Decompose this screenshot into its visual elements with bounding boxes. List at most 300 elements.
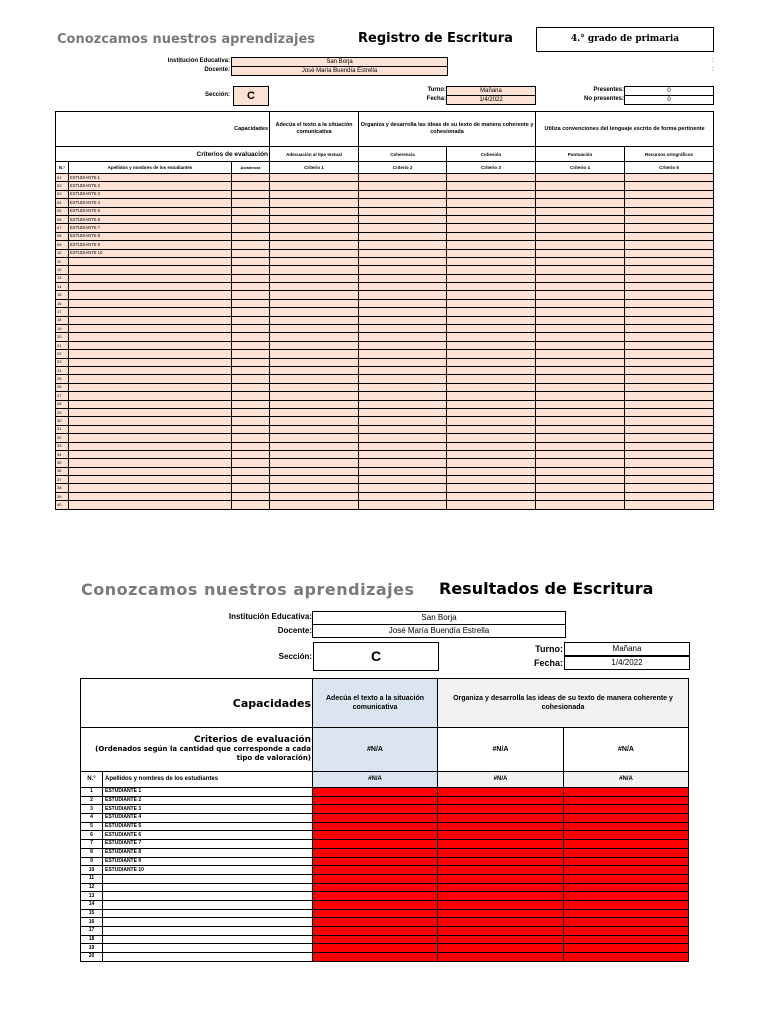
grade-cell[interactable] — [270, 257, 359, 265]
grade-cell[interactable] — [232, 400, 270, 408]
grade-cell[interactable] — [625, 442, 714, 450]
grade-cell[interactable] — [536, 425, 625, 433]
grade-cell[interactable] — [359, 232, 447, 240]
grade-cell[interactable] — [232, 257, 270, 265]
student-name[interactable] — [69, 459, 232, 467]
grade-cell[interactable] — [625, 257, 714, 265]
grade-cell[interactable] — [270, 190, 359, 198]
grade-cell[interactable] — [625, 266, 714, 274]
grade-cell[interactable] — [447, 375, 536, 383]
student-name[interactable] — [69, 492, 232, 500]
grade-cell[interactable] — [536, 400, 625, 408]
student-name[interactable]: ESTUDIANTE 8 — [69, 232, 232, 240]
grade-cell[interactable] — [447, 467, 536, 475]
grade-cell[interactable] — [625, 476, 714, 484]
student-name[interactable] — [69, 257, 232, 265]
grade-cell[interactable] — [625, 492, 714, 500]
grade-cell[interactable] — [625, 207, 714, 215]
grade-cell[interactable] — [536, 375, 625, 383]
grade-cell[interactable] — [232, 249, 270, 257]
grade-cell[interactable] — [447, 232, 536, 240]
grade-cell[interactable] — [359, 325, 447, 333]
grade-cell[interactable] — [232, 417, 270, 425]
student-name[interactable] — [69, 425, 232, 433]
grade-cell[interactable] — [270, 249, 359, 257]
student-name[interactable] — [103, 935, 313, 944]
grade-cell[interactable] — [625, 199, 714, 207]
grade-cell[interactable] — [536, 333, 625, 341]
grade-cell[interactable] — [232, 299, 270, 307]
grade-cell[interactable] — [270, 325, 359, 333]
grade-cell[interactable] — [625, 190, 714, 198]
grade-cell[interactable] — [447, 308, 536, 316]
student-name[interactable] — [103, 944, 313, 953]
grade-cell[interactable] — [625, 400, 714, 408]
student-name[interactable]: ESTUDIANTE 8 — [103, 848, 313, 857]
grade-cell[interactable] — [536, 501, 625, 509]
grade-cell[interactable] — [270, 274, 359, 282]
grade-cell[interactable] — [536, 450, 625, 458]
grade-cell[interactable] — [536, 199, 625, 207]
grade-cell[interactable] — [625, 215, 714, 223]
grade-cell[interactable] — [359, 425, 447, 433]
grade-cell[interactable] — [359, 207, 447, 215]
grade-cell[interactable] — [625, 417, 714, 425]
grade-cell[interactable] — [625, 341, 714, 349]
grade-cell[interactable] — [270, 224, 359, 232]
student-name[interactable] — [69, 375, 232, 383]
grade-cell[interactable] — [625, 425, 714, 433]
grade-cell[interactable] — [359, 467, 447, 475]
student-name[interactable]: ESTUDIANTE 5 — [69, 207, 232, 215]
grade-cell[interactable] — [232, 174, 270, 182]
grade-cell[interactable] — [270, 266, 359, 274]
grade-cell[interactable] — [359, 434, 447, 442]
grade-cell[interactable] — [625, 467, 714, 475]
grade-cell[interactable] — [536, 476, 625, 484]
student-name[interactable]: ESTUDIANTE 6 — [103, 831, 313, 840]
grade-cell[interactable] — [270, 182, 359, 190]
student-name[interactable]: ESTUDIANTE 4 — [103, 814, 313, 823]
student-name[interactable]: ESTUDIANTE 5 — [103, 822, 313, 831]
grade-cell[interactable] — [447, 434, 536, 442]
grade-cell[interactable] — [536, 224, 625, 232]
student-name[interactable] — [69, 408, 232, 416]
grade-cell[interactable] — [536, 274, 625, 282]
grade-cell[interactable] — [625, 408, 714, 416]
grade-cell[interactable] — [447, 383, 536, 391]
grade-cell[interactable] — [359, 501, 447, 509]
grade-cell[interactable] — [536, 492, 625, 500]
grade-cell[interactable] — [536, 190, 625, 198]
grade-cell[interactable] — [447, 325, 536, 333]
student-name[interactable] — [69, 316, 232, 324]
grade-cell[interactable] — [625, 383, 714, 391]
fecha-field[interactable]: 1/4/2022 — [564, 656, 690, 670]
grade-cell[interactable] — [536, 316, 625, 324]
grade-cell[interactable] — [270, 366, 359, 374]
student-name[interactable]: ESTUDIANTE 1 — [103, 788, 313, 797]
grade-cell[interactable] — [447, 291, 536, 299]
grade-cell[interactable] — [536, 308, 625, 316]
grade-cell[interactable] — [536, 241, 625, 249]
grade-cell[interactable] — [625, 291, 714, 299]
student-name[interactable] — [103, 927, 313, 936]
grade-cell[interactable] — [447, 400, 536, 408]
grade-cell[interactable] — [270, 283, 359, 291]
grade-cell[interactable] — [625, 283, 714, 291]
grade-cell[interactable] — [359, 358, 447, 366]
grade-cell[interactable] — [625, 325, 714, 333]
grade-cell[interactable] — [447, 341, 536, 349]
grade-cell[interactable] — [447, 350, 536, 358]
student-name[interactable] — [69, 308, 232, 316]
grade-cell[interactable] — [359, 350, 447, 358]
student-name[interactable] — [69, 325, 232, 333]
student-name[interactable]: ESTUDIANTE 7 — [69, 224, 232, 232]
grade-cell[interactable] — [270, 207, 359, 215]
grade-cell[interactable] — [625, 501, 714, 509]
student-name[interactable]: ESTUDIANTE 9 — [69, 241, 232, 249]
grade-cell[interactable] — [625, 366, 714, 374]
grade-cell[interactable] — [359, 375, 447, 383]
grade-cell[interactable] — [359, 383, 447, 391]
grade-cell[interactable] — [359, 266, 447, 274]
student-name[interactable]: ESTUDIANTE 3 — [69, 190, 232, 198]
grade-cell[interactable] — [447, 425, 536, 433]
grade-cell[interactable] — [625, 249, 714, 257]
grade-cell[interactable] — [536, 174, 625, 182]
grade-cell[interactable] — [270, 215, 359, 223]
grade-cell[interactable] — [447, 190, 536, 198]
student-name[interactable]: ESTUDIANTE 10 — [69, 249, 232, 257]
student-name[interactable] — [69, 434, 232, 442]
grade-cell[interactable] — [447, 501, 536, 509]
student-name[interactable]: ESTUDIANTE 1 — [69, 174, 232, 182]
student-name[interactable] — [69, 358, 232, 366]
grade-cell[interactable] — [536, 366, 625, 374]
student-name[interactable] — [69, 442, 232, 450]
student-name[interactable] — [69, 283, 232, 291]
student-name[interactable] — [69, 484, 232, 492]
grade-cell[interactable] — [447, 316, 536, 324]
grade-cell[interactable] — [447, 366, 536, 374]
grade-cell[interactable] — [232, 224, 270, 232]
grade-cell[interactable] — [232, 434, 270, 442]
grade-cell[interactable] — [232, 190, 270, 198]
grade-cell[interactable] — [359, 257, 447, 265]
student-name[interactable] — [103, 918, 313, 927]
student-name[interactable] — [103, 909, 313, 918]
grade-cell[interactable] — [359, 182, 447, 190]
grade-cell[interactable] — [447, 442, 536, 450]
grade-cell[interactable] — [359, 199, 447, 207]
grade-cell[interactable] — [270, 467, 359, 475]
grade-cell[interactable] — [447, 450, 536, 458]
grade-cell[interactable] — [447, 274, 536, 282]
student-name[interactable] — [69, 400, 232, 408]
grade-cell[interactable] — [270, 375, 359, 383]
grade-cell[interactable] — [359, 341, 447, 349]
grade-cell[interactable] — [232, 241, 270, 249]
grade-cell[interactable] — [232, 341, 270, 349]
institucion-field[interactable]: San Borja — [312, 611, 566, 625]
grade-cell[interactable] — [232, 232, 270, 240]
student-name[interactable] — [69, 299, 232, 307]
grade-cell[interactable] — [447, 392, 536, 400]
grade-cell[interactable] — [359, 224, 447, 232]
grade-cell[interactable] — [232, 501, 270, 509]
grade-cell[interactable] — [536, 182, 625, 190]
grade-cell[interactable] — [536, 249, 625, 257]
student-name[interactable] — [69, 476, 232, 484]
grade-cell[interactable] — [359, 190, 447, 198]
grade-cell[interactable] — [625, 350, 714, 358]
grade-cell[interactable] — [232, 215, 270, 223]
grade-cell[interactable] — [447, 484, 536, 492]
grade-cell[interactable] — [625, 299, 714, 307]
grade-cell[interactable] — [359, 366, 447, 374]
grade-cell[interactable] — [536, 341, 625, 349]
grade-cell[interactable] — [536, 392, 625, 400]
grade-cell[interactable] — [447, 492, 536, 500]
fecha-field[interactable]: 1/4/2022 — [446, 95, 536, 105]
student-name[interactable]: ESTUDIANTE 3 — [103, 805, 313, 814]
grade-cell[interactable] — [447, 333, 536, 341]
student-name[interactable] — [103, 892, 313, 901]
grade-cell[interactable] — [536, 299, 625, 307]
grade-cell[interactable] — [536, 358, 625, 366]
student-name[interactable] — [103, 900, 313, 909]
grade-cell[interactable] — [270, 450, 359, 458]
grade-cell[interactable] — [232, 476, 270, 484]
grade-cell[interactable] — [447, 207, 536, 215]
grade-cell[interactable] — [447, 266, 536, 274]
student-name[interactable]: ESTUDIANTE 10 — [103, 866, 313, 875]
grade-cell[interactable] — [447, 417, 536, 425]
grade-cell[interactable] — [270, 299, 359, 307]
grade-cell[interactable] — [625, 274, 714, 282]
grade-cell[interactable] — [536, 467, 625, 475]
grade-cell[interactable] — [270, 408, 359, 416]
grade-cell[interactable] — [232, 392, 270, 400]
grade-cell[interactable] — [625, 358, 714, 366]
grade-cell[interactable] — [270, 174, 359, 182]
grade-cell[interactable] — [270, 476, 359, 484]
grade-cell[interactable] — [536, 408, 625, 416]
grade-cell[interactable] — [625, 182, 714, 190]
grade-cell[interactable] — [359, 459, 447, 467]
grade-cell[interactable] — [232, 459, 270, 467]
grade-cell[interactable] — [232, 207, 270, 215]
grade-cell[interactable] — [232, 425, 270, 433]
grade-cell[interactable] — [447, 257, 536, 265]
grade-cell[interactable] — [447, 241, 536, 249]
grade-cell[interactable] — [625, 434, 714, 442]
grade-cell[interactable] — [359, 174, 447, 182]
grade-cell[interactable] — [625, 174, 714, 182]
grade-cell[interactable] — [359, 392, 447, 400]
grade-cell[interactable] — [625, 375, 714, 383]
student-name[interactable] — [69, 417, 232, 425]
student-name[interactable] — [69, 291, 232, 299]
grade-cell[interactable] — [359, 450, 447, 458]
grade-cell[interactable] — [536, 484, 625, 492]
grade-cell[interactable] — [536, 266, 625, 274]
grade-cell[interactable] — [447, 358, 536, 366]
grade-cell[interactable] — [270, 358, 359, 366]
docente-field[interactable]: José María Buendía Estrella — [312, 624, 566, 638]
grade-cell[interactable] — [447, 249, 536, 257]
grade-cell[interactable] — [232, 274, 270, 282]
student-name[interactable]: ESTUDIANTE 2 — [103, 796, 313, 805]
grade-cell[interactable] — [625, 392, 714, 400]
seccion-field[interactable]: C — [313, 642, 439, 671]
grade-cell[interactable] — [359, 333, 447, 341]
grade-cell[interactable] — [232, 366, 270, 374]
student-name[interactable] — [69, 274, 232, 282]
grade-cell[interactable] — [536, 459, 625, 467]
grade-cell[interactable] — [270, 442, 359, 450]
grade-cell[interactable] — [359, 417, 447, 425]
grade-cell[interactable] — [232, 266, 270, 274]
student-name[interactable] — [103, 883, 313, 892]
student-name[interactable]: ESTUDIANTE 6 — [69, 215, 232, 223]
student-name[interactable]: ESTUDIANTE 4 — [69, 199, 232, 207]
grade-cell[interactable] — [270, 316, 359, 324]
student-name[interactable] — [69, 501, 232, 509]
grade-cell[interactable] — [270, 484, 359, 492]
student-name[interactable] — [69, 266, 232, 274]
grade-cell[interactable] — [359, 274, 447, 282]
grade-cell[interactable] — [359, 484, 447, 492]
student-name[interactable] — [69, 333, 232, 341]
grade-cell[interactable] — [536, 417, 625, 425]
grade-cell[interactable] — [232, 358, 270, 366]
grade-cell[interactable] — [625, 459, 714, 467]
docente-field[interactable]: José María Buendía Estrella — [231, 66, 448, 76]
grade-cell[interactable] — [232, 450, 270, 458]
grade-cell[interactable] — [359, 299, 447, 307]
grade-cell[interactable] — [536, 283, 625, 291]
grade-cell[interactable] — [447, 199, 536, 207]
grade-cell[interactable] — [232, 283, 270, 291]
grade-cell[interactable] — [536, 442, 625, 450]
grade-cell[interactable] — [270, 241, 359, 249]
grade-cell[interactable] — [270, 199, 359, 207]
grade-cell[interactable] — [447, 283, 536, 291]
grade-cell[interactable] — [625, 316, 714, 324]
grade-cell[interactable] — [536, 232, 625, 240]
grade-cell[interactable] — [270, 501, 359, 509]
grade-cell[interactable] — [447, 224, 536, 232]
grade-cell[interactable] — [359, 476, 447, 484]
student-name[interactable] — [69, 366, 232, 374]
grade-cell[interactable] — [270, 492, 359, 500]
student-name[interactable] — [69, 392, 232, 400]
grade-cell[interactable] — [232, 467, 270, 475]
grade-cell[interactable] — [447, 182, 536, 190]
grade-cell[interactable] — [359, 283, 447, 291]
grade-cell[interactable] — [232, 291, 270, 299]
grade-cell[interactable] — [270, 425, 359, 433]
grade-cell[interactable] — [270, 400, 359, 408]
grade-cell[interactable] — [270, 341, 359, 349]
grade-cell[interactable] — [359, 316, 447, 324]
grade-cell[interactable] — [232, 333, 270, 341]
grade-cell[interactable] — [536, 257, 625, 265]
grade-cell[interactable] — [359, 308, 447, 316]
grade-cell[interactable] — [359, 400, 447, 408]
grade-cell[interactable] — [270, 459, 359, 467]
grade-cell[interactable] — [232, 199, 270, 207]
grade-cell[interactable] — [625, 484, 714, 492]
grade-cell[interactable] — [359, 241, 447, 249]
grade-cell[interactable] — [359, 492, 447, 500]
seccion-field[interactable]: C — [233, 86, 269, 106]
grade-cell[interactable] — [232, 484, 270, 492]
grade-cell[interactable] — [625, 232, 714, 240]
grade-cell[interactable] — [536, 383, 625, 391]
grade-cell[interactable] — [447, 408, 536, 416]
student-name[interactable]: ESTUDIANTE 9 — [103, 857, 313, 866]
turno-field[interactable]: Mañana — [564, 642, 690, 656]
grade-cell[interactable] — [536, 350, 625, 358]
student-name[interactable] — [69, 383, 232, 391]
grade-cell[interactable] — [625, 450, 714, 458]
grade-cell[interactable] — [232, 442, 270, 450]
grade-cell[interactable] — [536, 434, 625, 442]
grade-cell[interactable] — [270, 308, 359, 316]
student-name[interactable] — [69, 450, 232, 458]
grade-cell[interactable] — [232, 316, 270, 324]
grade-cell[interactable] — [447, 476, 536, 484]
grade-cell[interactable] — [359, 215, 447, 223]
grade-cell[interactable] — [270, 383, 359, 391]
grade-cell[interactable] — [625, 241, 714, 249]
grade-cell[interactable] — [447, 174, 536, 182]
grade-cell[interactable] — [270, 232, 359, 240]
student-name[interactable]: ESTUDIANTE 7 — [103, 840, 313, 849]
student-name[interactable] — [69, 341, 232, 349]
turno-field[interactable]: Mañana — [446, 86, 536, 96]
grade-cell[interactable] — [447, 215, 536, 223]
grade-cell[interactable] — [232, 492, 270, 500]
student-name[interactable]: ESTUDIANTE 2 — [69, 182, 232, 190]
student-name[interactable] — [69, 350, 232, 358]
grade-cell[interactable] — [270, 291, 359, 299]
institucion-field[interactable]: San Borja — [231, 57, 448, 67]
grade-cell[interactable] — [359, 442, 447, 450]
student-name[interactable] — [69, 467, 232, 475]
grade-cell[interactable] — [625, 224, 714, 232]
grade-cell[interactable] — [232, 408, 270, 416]
grade-cell[interactable] — [625, 333, 714, 341]
grade-cell[interactable] — [536, 291, 625, 299]
grade-cell[interactable] — [447, 459, 536, 467]
grade-cell[interactable] — [232, 325, 270, 333]
grade-cell[interactable] — [270, 350, 359, 358]
grade-cell[interactable] — [232, 308, 270, 316]
grade-cell[interactable] — [232, 350, 270, 358]
grade-cell[interactable] — [359, 408, 447, 416]
grade-cell[interactable] — [270, 392, 359, 400]
grade-cell[interactable] — [447, 299, 536, 307]
grade-cell[interactable] — [536, 215, 625, 223]
student-name[interactable] — [103, 874, 313, 883]
grade-cell[interactable] — [536, 325, 625, 333]
grade-cell[interactable] — [270, 417, 359, 425]
